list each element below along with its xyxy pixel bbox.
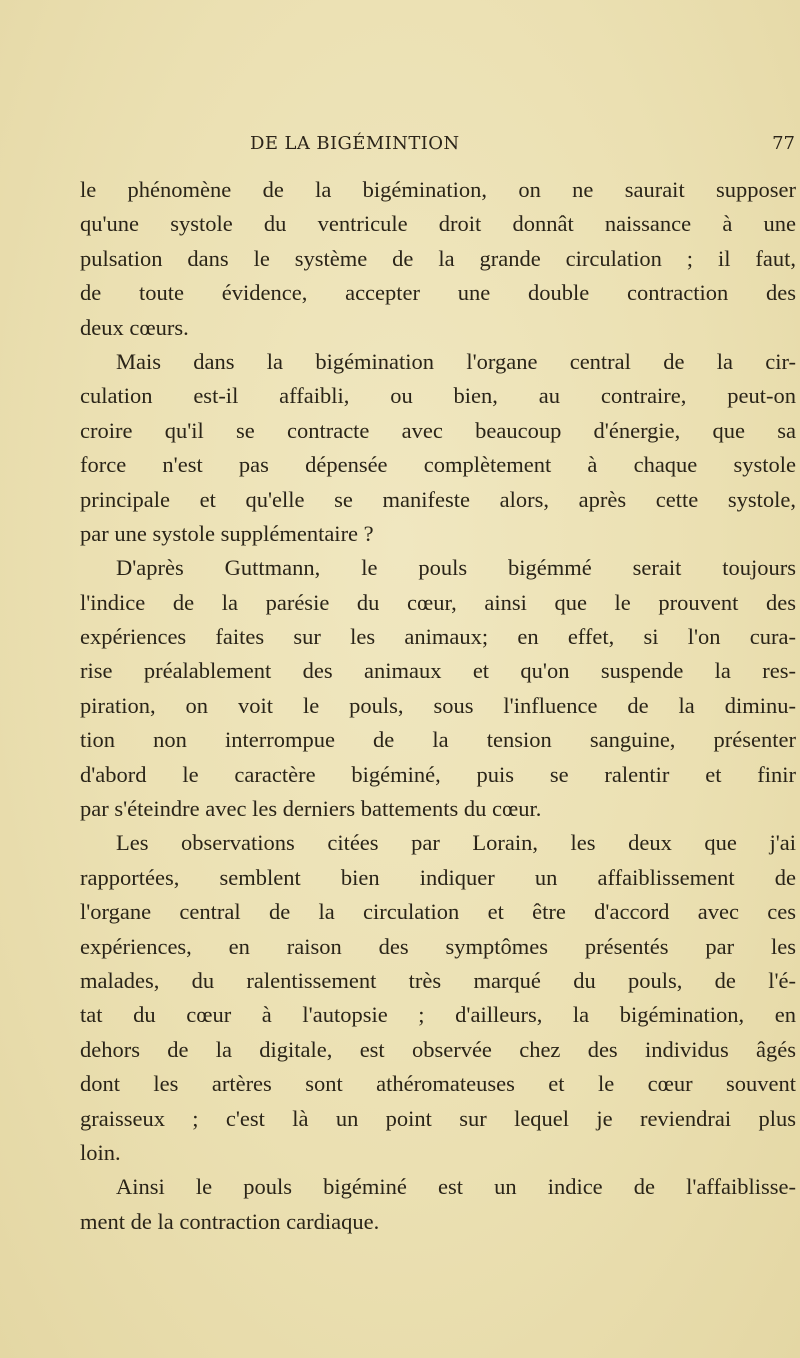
text-line: tion non interrompue de la tension sanguine, présenter — [80, 727, 796, 753]
text-line: croire qu'il se contracte avec beaucoup d'énergie, que sa — [80, 417, 796, 443]
text-line: D'après Guttmann, le pouls bigémmé serait toujours — [116, 555, 796, 581]
text-line: pulsation dans le système de la grande circulation ; il faut, — [80, 245, 796, 271]
text-line: expériences faites sur les animaux; en effet, si l'on cura- — [80, 624, 796, 650]
text-line: ment de la contraction cardiaque. — [80, 1208, 380, 1234]
text-line: de toute évidence, accepter une double contraction des — [80, 280, 796, 306]
text-line: dont les artères sont athéromateuses et le cœur souvent — [80, 1071, 796, 1097]
text-line: d'abord le caractère bigéminé, puis se ralentir et finir — [80, 761, 796, 787]
body-text — [80, 173, 796, 1239]
text-line: force n'est pas dépensée complètement à chaque systole — [80, 452, 796, 478]
text-line: l'indice de la parésie du cœur, ainsi que le prouvent des — [80, 589, 796, 615]
text-line: piration, on voit le pouls, sous l'influence de la diminu- — [80, 692, 796, 718]
text-line: deux cœurs. — [80, 314, 189, 340]
text-line: qu'une systole du ventricule droit donnât naissance à une — [80, 211, 796, 237]
text-line: tat du cœur à l'autopsie ; d'ailleurs, la bigémination, en — [80, 1002, 796, 1028]
text-line: principale et qu'elle se manifeste alors, après cette systole, — [80, 486, 796, 512]
text-line: rapportées, semblent bien indiquer un affaiblissement de — [80, 864, 796, 890]
page-number: 77 — [772, 133, 795, 154]
text-line: Mais dans la bigémination l'organe central de la cir- — [116, 348, 796, 374]
text-line: loin. — [80, 1139, 121, 1165]
text-line: par s'éteindre avec les derniers battements du cœur. — [80, 796, 542, 822]
text-line: Les observations citées par Lorain, les deux que j'ai — [116, 830, 796, 856]
running-title: DE LA BIGÉMINTION — [250, 133, 460, 154]
text-line: dehors de la digitale, est observée chez des individus âgés — [80, 1036, 796, 1062]
text-line: malades, du ralentissement très marqué du pouls, de l'é- — [80, 967, 796, 993]
text-line: Ainsi le pouls bigéminé est un indice de l'affaiblisse- — [116, 1174, 796, 1200]
text-line: rise préalablement des animaux et qu'on suspende la res- — [80, 658, 796, 684]
text-line: culation est-il affaibli, ou bien, au contraire, peut-on — [80, 383, 796, 409]
text-line: expériences, en raison des symptômes présentés par les — [80, 933, 796, 959]
running-head — [250, 133, 795, 161]
text-line: l'organe central de la circulation et être d'accord avec ces — [80, 899, 796, 925]
text-line: le phénomène de la bigémination, on ne saurait supposer — [80, 177, 796, 202]
text-line: graisseux ; c'est là un point sur lequel je reviendrai plus — [80, 1105, 796, 1131]
text-line: par une systole supplémentaire ? — [80, 520, 374, 546]
